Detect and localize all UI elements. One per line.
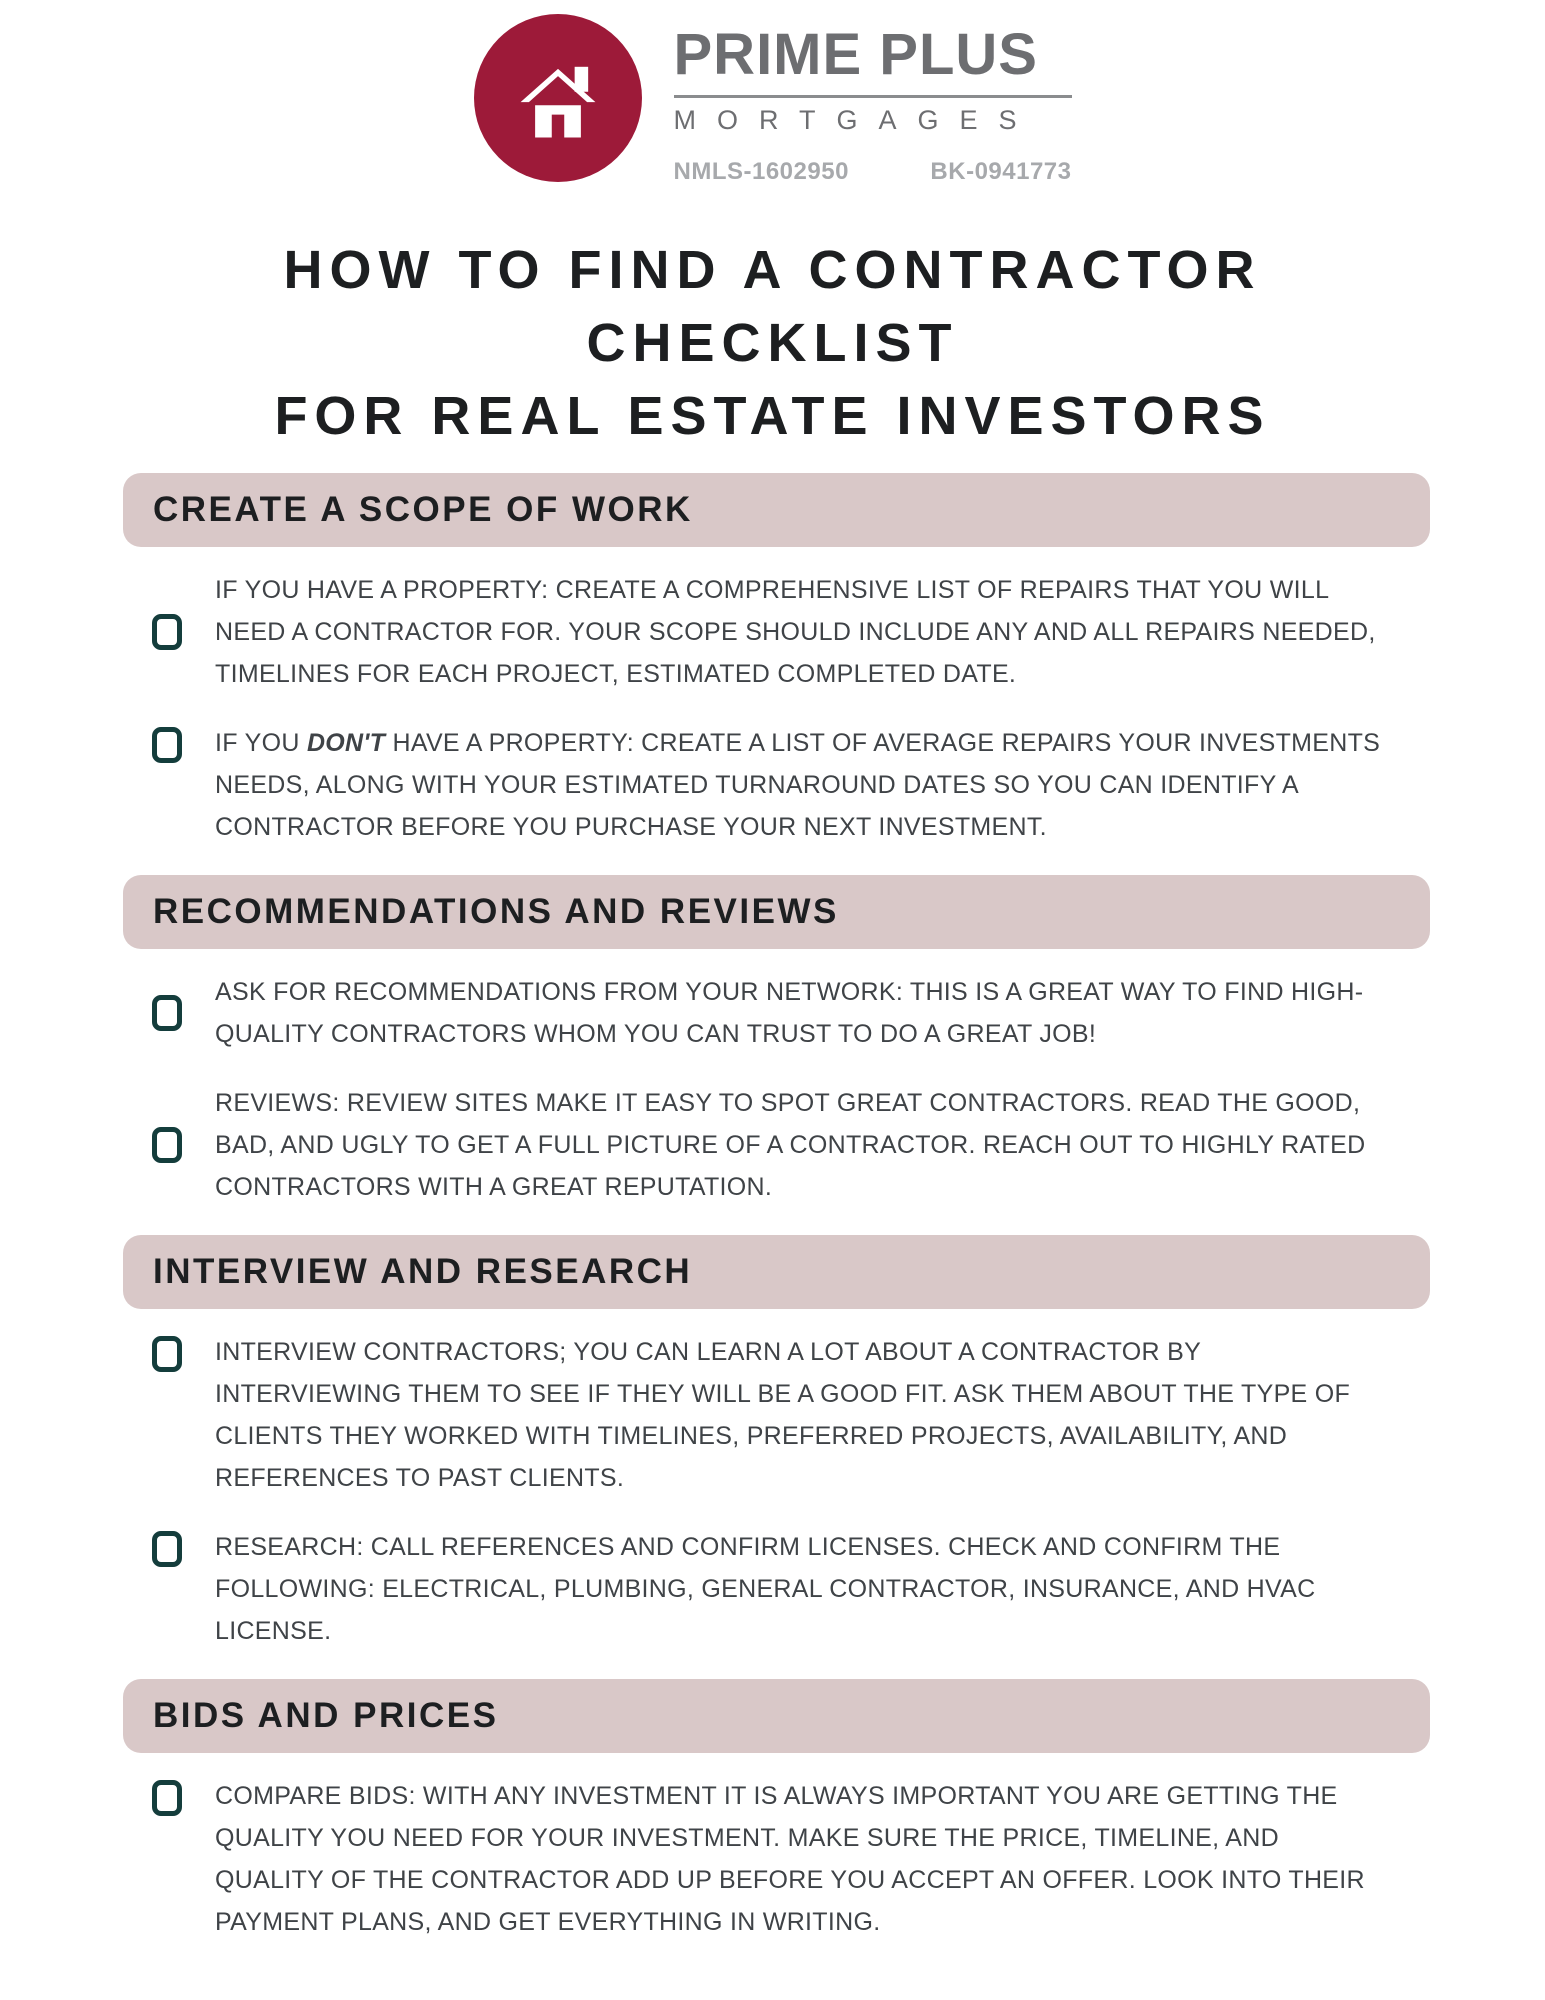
section-bids-and-prices	[123, 1679, 1430, 1943]
checkbox[interactable]	[152, 1780, 182, 1816]
checklist-item	[152, 971, 1430, 1055]
title-line-3: FOR REAL ESTATE INVESTORS	[274, 386, 1271, 446]
checklist-item	[152, 1775, 1430, 1943]
title-line-2: CHECKLIST	[586, 313, 959, 373]
checklist-item-text: INTERVIEW CONTRACTORS; YOU CAN LEARN A LOT ABOUT A CONTRACTOR BY INTERVIEWING THEM TO SEE IF THEY WILL BE A GOOD FIT. ASK THEM ABOUT THE TYPE OF CLIENTS THEY WORKED WITH TIMELINES, PREFERRED PROJECTS, AVAILABILITY, AND REFERENCES TO PAST CLIENTS.	[215, 1338, 1351, 1492]
section-heading-bar	[123, 1235, 1430, 1309]
logo	[0, 0, 1545, 186]
checkbox[interactable]	[152, 1336, 182, 1372]
checkbox[interactable]	[152, 1531, 182, 1567]
checklist-item	[152, 569, 1430, 695]
bk-number: BK-0941773	[930, 158, 1072, 185]
brand-name: PRIME PLUS	[673, 22, 1038, 87]
section-create-scope-of-work	[123, 473, 1430, 848]
brand-subtitle: MORTGAGES	[673, 105, 1038, 135]
checklist-item-text: COMPARE BIDS: WITH ANY INVESTMENT IT IS ALWAYS IMPORTANT YOU ARE GETTING THE QUALITY YOU NEED FOR YOUR INVESTMENT. MAKE SURE THE PRICE, TIMELINE, AND QUALITY OF THE CONTRACTOR ADD UP BEFORE YOU ACCEPT AN OFFER. LOOK INTO THEIR PAYMENT PLANS, AND GET EVERYTHING IN WRITING.	[215, 1782, 1365, 1936]
section-recommendations-and-reviews	[123, 875, 1430, 1208]
checklist-content	[0, 473, 1545, 1943]
checklist-item-text: REVIEWS: REVIEW SITES MAKE IT EASY TO SPOT GREAT CONTRACTORS. READ THE GOOD, BAD, AND UGLY TO GET A FULL PICTURE OF A CONTRACTOR. REACH OUT TO HIGHLY RATED CONTRACTORS WITH A GREAT REPUTATION.	[215, 1089, 1366, 1201]
emphasized-text: DON'T	[306, 729, 386, 757]
section-heading-bar	[123, 473, 1430, 547]
checklist-item	[152, 1526, 1430, 1652]
section-heading: RECOMMENDATIONS AND REVIEWS	[153, 892, 839, 931]
checkbox[interactable]	[152, 995, 182, 1031]
page-title	[0, 234, 1545, 453]
section-interview-and-research	[123, 1235, 1430, 1652]
title-line-1: HOW TO FIND A CONTRACTOR	[283, 240, 1262, 300]
nmls-number: NMLS-1602950	[673, 158, 849, 185]
section-heading: CREATE A SCOPE OF WORK	[153, 490, 693, 529]
section-heading: INTERVIEW AND RESEARCH	[153, 1252, 693, 1291]
brand-divider	[674, 95, 1072, 98]
checkbox[interactable]	[152, 1127, 182, 1163]
checklist-item-text: ASK FOR RECOMMENDATIONS FROM YOUR NETWORK: THIS IS A GREAT WAY TO FIND HIGH-QUALITY CONTRACTORS WHOM YOU CAN TRUST TO DO A GREAT JOB!	[215, 978, 1364, 1048]
house-icon	[474, 14, 642, 182]
license-ids	[674, 158, 1072, 186]
section-heading-bar	[123, 1679, 1430, 1753]
checklist-item-text: RESEARCH: CALL REFERENCES AND CONFIRM LICENSES. CHECK AND CONFIRM THE FOLLOWING: ELECTRICAL, PLUMBING, GENERAL CONTRACTOR, INSURANCE, AND HVAC LICENSE.	[215, 1533, 1316, 1645]
checklist-item-text: IF YOU HAVE A PROPERTY: CREATE A COMPREHENSIVE LIST OF REPAIRS THAT YOU WILL NEED A CONTRACTOR FOR. YOUR SCOPE SHOULD INCLUDE ANY AND ALL REPAIRS NEEDED, TIMELINES FOR EACH PROJECT, ESTIMATED COMPLETED DATE.	[215, 576, 1376, 688]
logo-text	[674, 14, 1072, 186]
checklist-item	[152, 1331, 1430, 1499]
checkbox[interactable]	[152, 727, 182, 763]
checklist-item	[152, 722, 1430, 848]
checklist-item-text: IF YOU DON'T HAVE A PROPERTY: CREATE A LIST OF AVERAGE REPAIRS YOUR INVESTMENTS NEEDS, ALONG WITH YOUR ESTIMATED TURNAROUND DATES SO YOU CAN IDENTIFY A CONTRACTOR BEFORE YOU PURCHASE YOUR NEXT INVESTMENT.	[215, 729, 1381, 841]
checkbox[interactable]	[152, 614, 182, 650]
section-heading-bar	[123, 875, 1430, 949]
checklist-item	[152, 1082, 1430, 1208]
section-heading: BIDS AND PRICES	[153, 1696, 499, 1735]
